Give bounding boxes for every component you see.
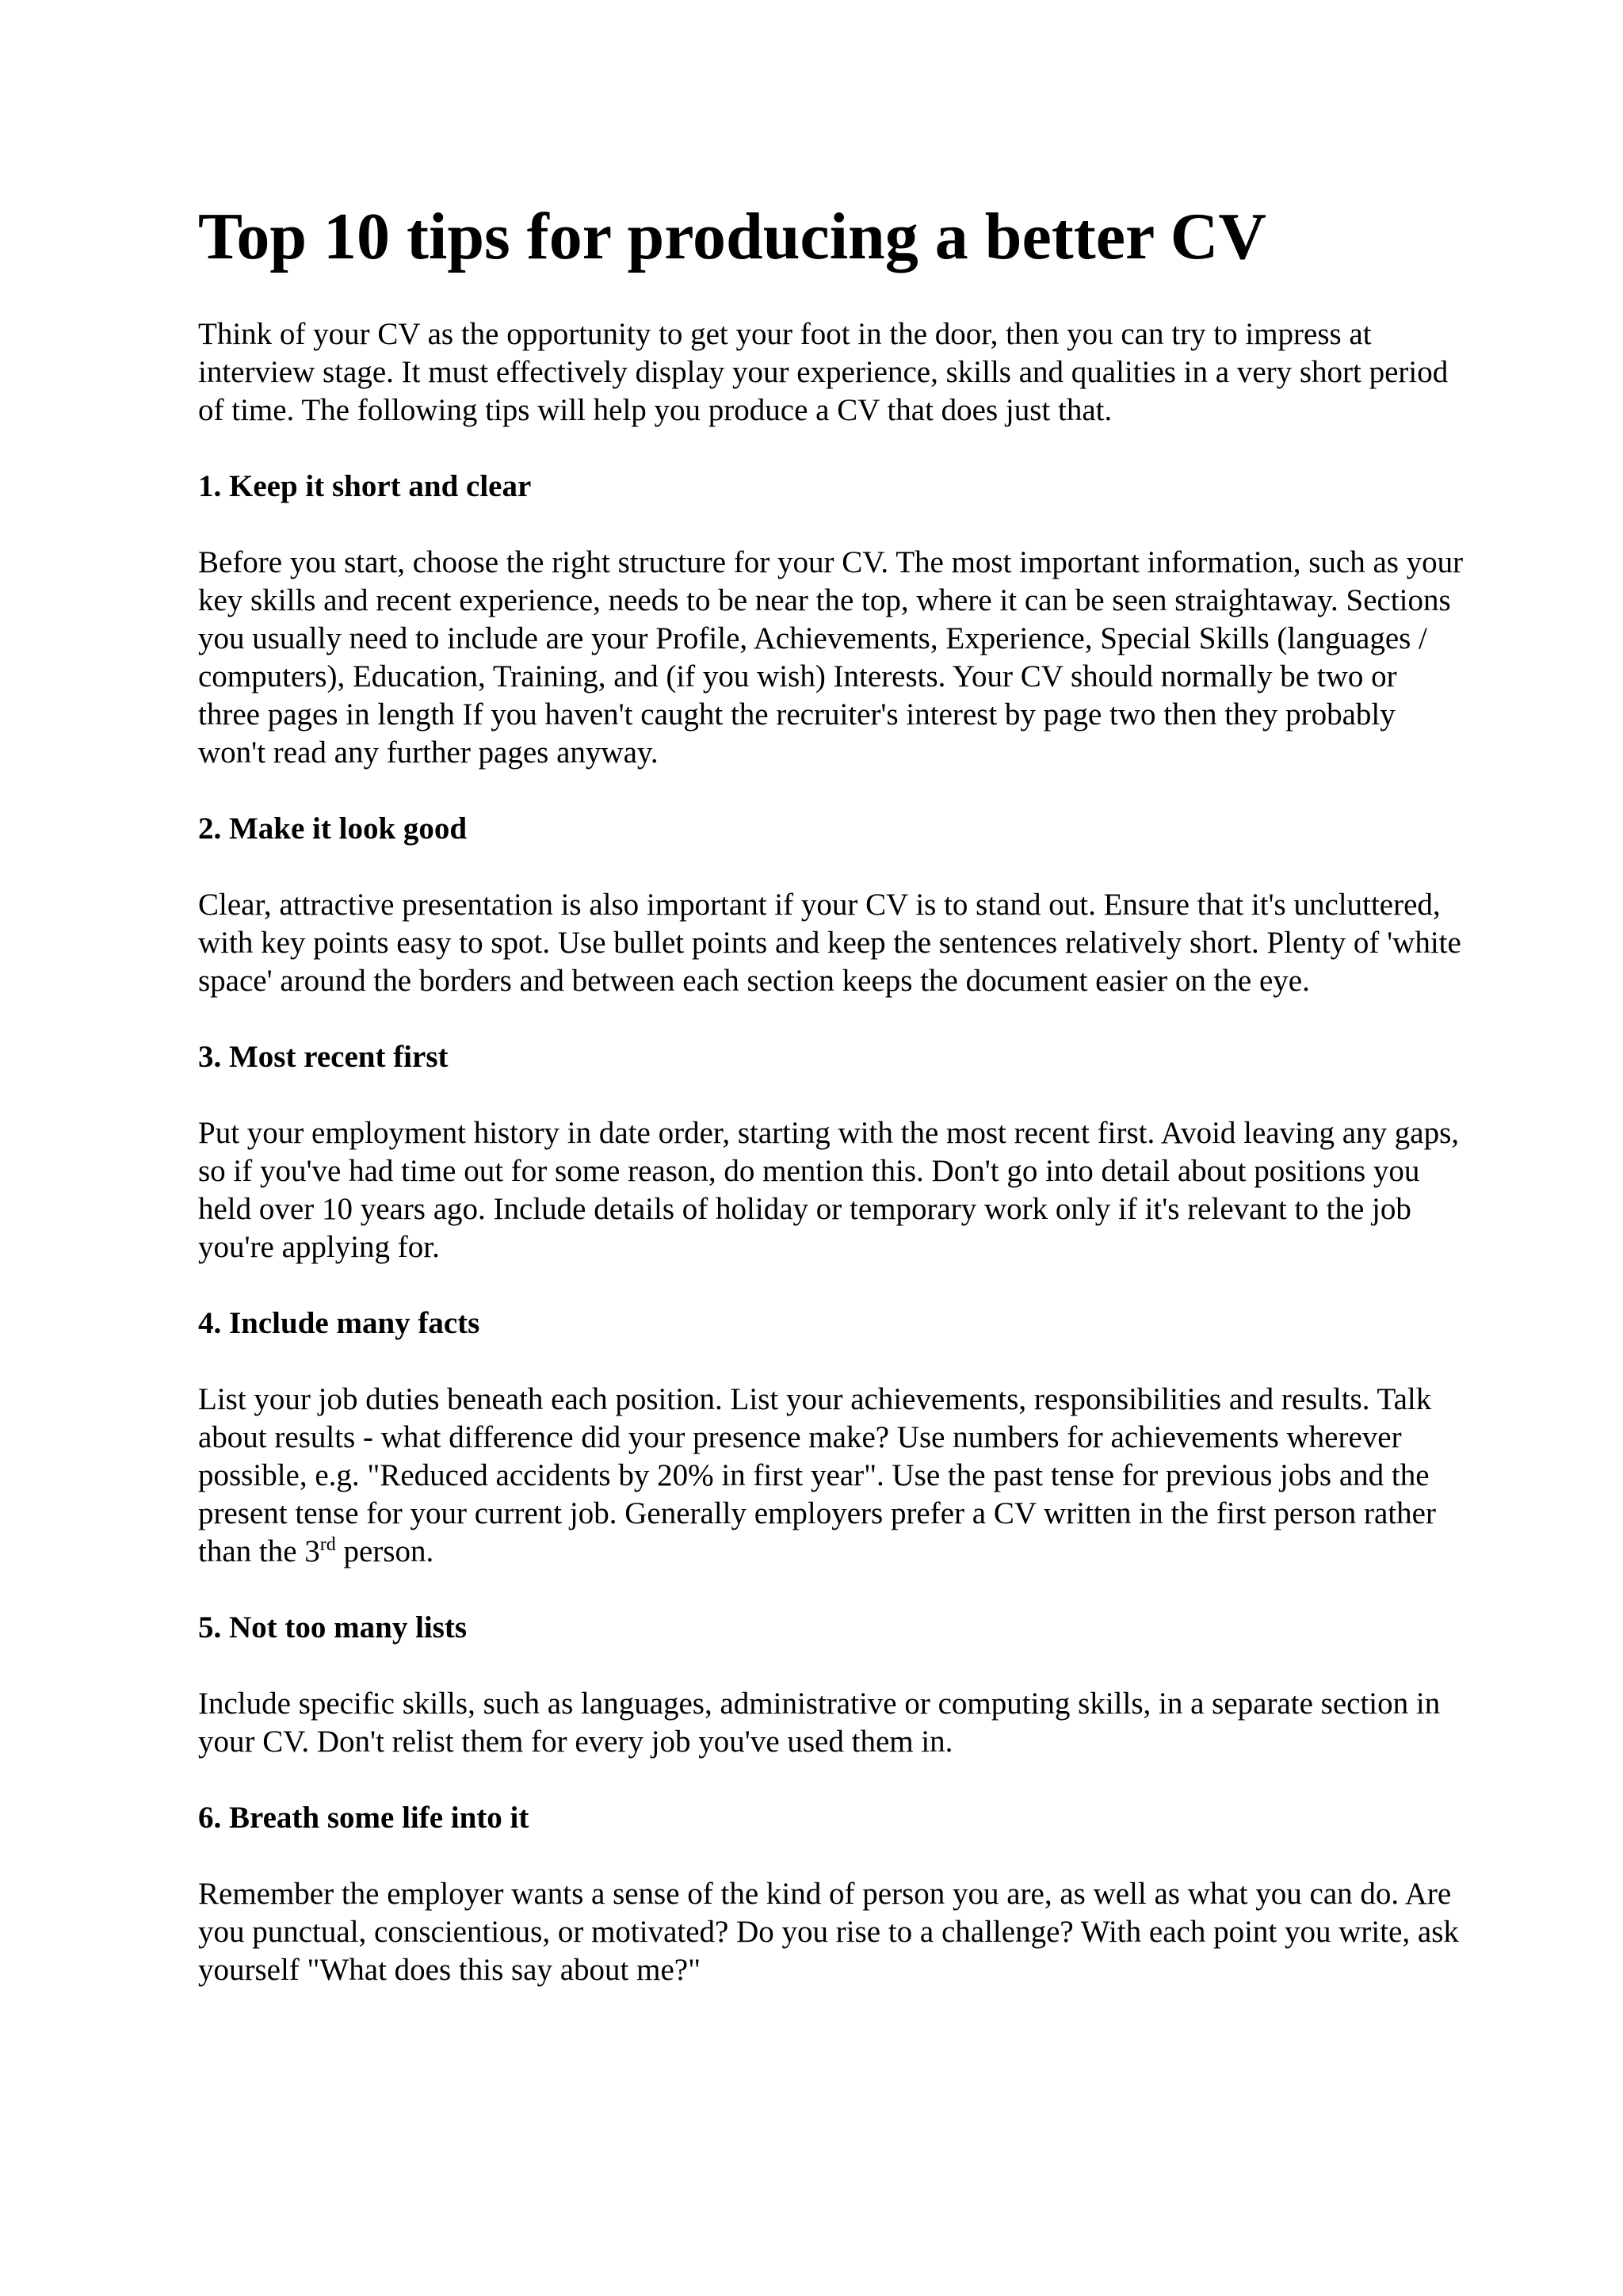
tip-body: Put your employment history in date order, starting with the most recent first. Avoid leaving any gaps, so if you've had time out for some reason, do mention this. Don't go into detail about positions you held over 10 years ago. Include details of holiday or temporary work only if it's relevant to the job you're applying for.: [198, 1116, 1460, 1264]
tip-heading: 1. Keep it short and clear: [198, 469, 532, 503]
tip-heading: 2. Make it look good: [198, 812, 468, 846]
tip-section-1: [198, 468, 1466, 772]
tip-body: Include specific skills, such as languages, administrative or computing skills, in a separate section in your CV. Don't relist them for every job you've used them in.: [198, 1687, 1441, 1759]
document-content: [198, 198, 1466, 2027]
tip-body: Before you start, choose the right structure for your CV. The most important information, such as your key skills and recent experience, needs to be near the top, where it can be seen straightaway. Sections you usually need to include are your Profile, Achievements, Experience, Special Skills (languages / computers), Education, Training, and (if you wish) Interests. Your CV should normally be two or three pages in length If you haven't caught the recruiter's interest by page two then they probably won't read any further pages anyway.: [198, 545, 1464, 770]
tip-section-3: [198, 1038, 1466, 1266]
intro-paragraph: Think of your CV as the opportunity to get your foot in the door, then you can try to impress at interview stage. It must effectively display your experience, skills and qualities in a very short period of time. The following tips will help you produce a CV that does just that.: [198, 317, 1449, 427]
tip-body: Remember the employer wants a sense of the kind of person you are, as well as what you can do. Are you punctual, conscientious, or motivated? Do you rise to a challenge? With each point you write, ask yourself "What does this say about me?": [198, 1877, 1459, 1987]
tip-section-2: [198, 810, 1466, 1000]
tip-heading: 6. Breath some life into it: [198, 1801, 529, 1835]
document-title: Top 10 tips for producing a better CV: [198, 200, 1267, 273]
tip-section-4: [198, 1305, 1466, 1571]
tip-body-tail: person.: [335, 1534, 434, 1568]
tip-section-6: [198, 1799, 1466, 1989]
tip-heading: 5. Not too many lists: [198, 1610, 468, 1645]
tip-heading: 3. Most recent first: [198, 1040, 449, 1074]
tip-body-text: List your job duties beneath each position. List your achievements, responsibilities and results. Talk about results - what difference did your presence make? Use numbers for achievements wherever possible, e.g. "Reduced accidents by 20% in first year". Use the past tense for previous jobs and the present tense for your current job. Generally employers prefer a CV written in the first person rather than the 3: [198, 1382, 1436, 1568]
tip-section-5: [198, 1609, 1466, 1761]
tip-body: [198, 1381, 1466, 1571]
tip-heading: 4. Include many facts: [198, 1306, 480, 1340]
tip-body: Clear, attractive presentation is also important if your CV is to stand out. Ensure that it's uncluttered, with key points easy to spot. Use bullet points and keep the sentences relatively short. Plenty of 'white space' around the borders and between each section keeps the document easier on the eye.: [198, 888, 1461, 998]
ordinal-suffix: rd: [319, 1534, 336, 1555]
